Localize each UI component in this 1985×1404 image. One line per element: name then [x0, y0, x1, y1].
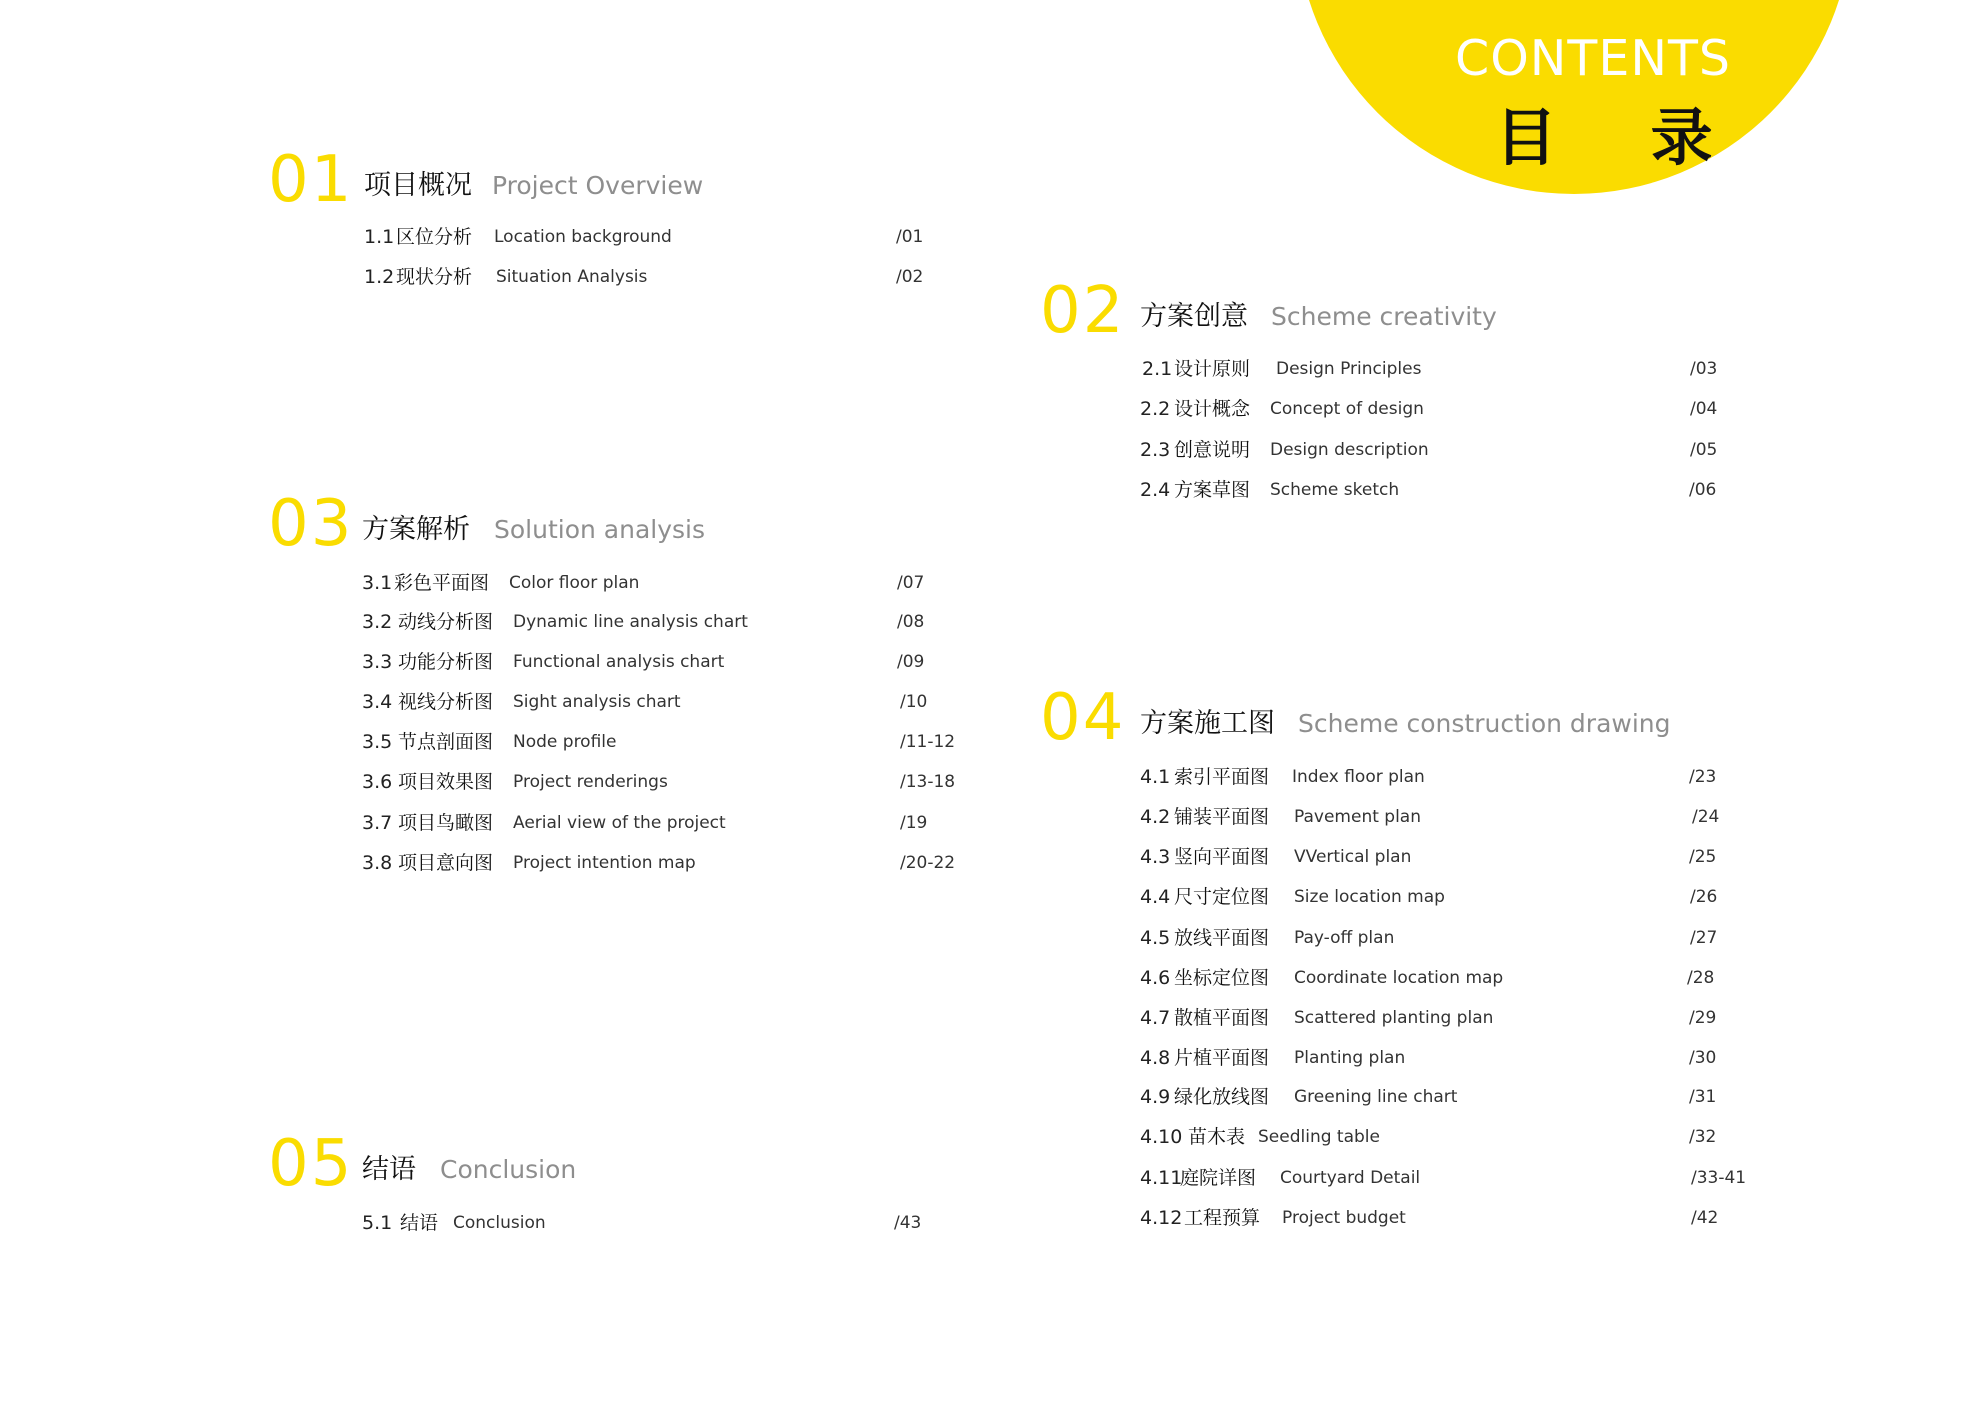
- item-title-en: Size location map: [1294, 887, 1445, 907]
- item-number: 3.8: [362, 852, 393, 874]
- item-number: 2.2: [1140, 398, 1171, 420]
- item-title-en: Color floor plan: [509, 573, 640, 593]
- item-title-en: Situation Analysis: [496, 267, 648, 287]
- item-page: /11-12: [900, 732, 956, 752]
- item-page: /01: [896, 227, 924, 247]
- toc-item[interactable]: [1140, 438, 1760, 462]
- toc-item[interactable]: [362, 650, 982, 674]
- section-03: [268, 487, 988, 892]
- item-page: /25: [1689, 847, 1717, 867]
- item-number: 4.7: [1140, 1007, 1171, 1029]
- toc-item[interactable]: [362, 851, 982, 875]
- item-title-cn: 苗木表: [1188, 1126, 1246, 1148]
- item-page: /32: [1689, 1127, 1717, 1147]
- section-number: 04: [1040, 681, 1126, 755]
- toc-item[interactable]: [1140, 478, 1760, 502]
- item-number: 1.1: [364, 226, 395, 248]
- item-page: /23: [1689, 767, 1717, 787]
- item-number: 5.1: [362, 1212, 393, 1234]
- item-title-cn: 视线分析图: [398, 691, 494, 713]
- item-title-cn: 放线平面图: [1174, 927, 1270, 949]
- toc-item[interactable]: [1140, 845, 1780, 869]
- contents-heading-cn: 目 录: [1495, 101, 1749, 174]
- section-02: [1040, 274, 1780, 519]
- item-number: 4.1: [1140, 766, 1171, 788]
- item-title-en: Project intention map: [513, 853, 696, 873]
- section-number: 02: [1040, 274, 1126, 348]
- item-number: 2.4: [1140, 479, 1171, 501]
- toc-item[interactable]: [362, 690, 982, 714]
- item-title-en: Node profile: [513, 732, 617, 752]
- item-title-cn: 区位分析: [396, 226, 473, 248]
- item-title-cn: 索引平面图: [1174, 766, 1270, 788]
- item-page: /04: [1690, 399, 1718, 419]
- item-title-en: Pay-off plan: [1294, 928, 1395, 948]
- item-page: /43: [894, 1213, 922, 1233]
- item-title-cn: 项目效果图: [398, 771, 494, 793]
- section-number: 05: [268, 1127, 354, 1201]
- toc-item[interactable]: [1140, 805, 1780, 829]
- toc-item[interactable]: [364, 225, 964, 249]
- item-title-cn: 片植平面图: [1174, 1047, 1270, 1069]
- item-title-cn: 竖向平面图: [1174, 846, 1270, 868]
- item-title-en: VVertical plan: [1294, 847, 1412, 867]
- item-title-en: Dynamic line analysis chart: [513, 612, 748, 632]
- section-05: [268, 1127, 968, 1252]
- item-page: /24: [1692, 807, 1720, 827]
- item-title-cn: 结语: [400, 1212, 439, 1234]
- toc-item[interactable]: [1140, 926, 1780, 950]
- item-number: 1.2: [364, 266, 395, 288]
- toc-item[interactable]: [1140, 1006, 1780, 1030]
- item-number: 4.8: [1140, 1047, 1171, 1069]
- item-page: /10: [900, 692, 928, 712]
- item-page: /13-18: [900, 772, 956, 792]
- item-title-en: Coordinate location map: [1294, 968, 1504, 988]
- item-page: /33-41: [1691, 1168, 1747, 1188]
- item-title-cn: 项目意向图: [398, 852, 494, 874]
- item-title-en: Conclusion: [453, 1213, 546, 1233]
- section-title-en: Conclusion: [440, 1155, 577, 1184]
- item-title-cn: 庭院详图: [1180, 1167, 1257, 1189]
- section-01: [268, 143, 968, 308]
- toc-item[interactable]: [364, 265, 964, 289]
- toc-item[interactable]: [1140, 966, 1780, 990]
- toc-item[interactable]: [362, 811, 982, 835]
- section-title-cn: 结语: [362, 1154, 416, 1185]
- item-number: 4.4: [1140, 886, 1171, 908]
- item-number: 2.1: [1142, 358, 1173, 380]
- item-title-en: Concept of design: [1270, 399, 1424, 419]
- item-page: /19: [900, 813, 928, 833]
- item-title-en: Planting plan: [1294, 1048, 1406, 1068]
- section-number: 03: [268, 487, 354, 561]
- section-title-cn: 方案创意: [1140, 301, 1248, 332]
- item-page: /03: [1690, 359, 1718, 379]
- item-title-en: Functional analysis chart: [513, 652, 725, 672]
- item-number: 4.12: [1140, 1207, 1183, 1229]
- item-title-en: Aerial view of the project: [513, 813, 726, 833]
- toc-item[interactable]: [1140, 397, 1760, 421]
- section-title-en: Scheme construction drawing: [1298, 709, 1671, 738]
- toc-item[interactable]: [1140, 1125, 1780, 1149]
- item-page: /42: [1691, 1208, 1719, 1228]
- section-04: [1040, 681, 1800, 1246]
- item-page: /09: [897, 652, 925, 672]
- item-title-en: Location background: [494, 227, 672, 247]
- item-title-cn: 工程预算: [1184, 1207, 1261, 1229]
- item-number: 4.9: [1140, 1086, 1171, 1108]
- toc-item[interactable]: [1142, 357, 1762, 381]
- item-title-cn: 现状分析: [396, 266, 473, 288]
- toc-item[interactable]: [362, 770, 982, 794]
- item-page: /07: [897, 573, 925, 593]
- item-title-en: Design description: [1270, 440, 1429, 460]
- item-title-en: Seedling table: [1258, 1127, 1380, 1147]
- item-title-en: Design Principles: [1276, 359, 1422, 379]
- item-title-en: Index floor plan: [1292, 767, 1425, 787]
- item-title-en: Courtyard Detail: [1280, 1168, 1421, 1188]
- item-page: /02: [896, 267, 924, 287]
- item-title-en: Project renderings: [513, 772, 668, 792]
- item-number: 4.10: [1140, 1126, 1183, 1148]
- item-number: 4.3: [1140, 846, 1171, 868]
- item-number: 3.4: [362, 691, 393, 713]
- toc-item[interactable]: [1140, 765, 1780, 789]
- item-page: /08: [897, 612, 925, 632]
- section-title-cn: 方案解析: [362, 514, 470, 545]
- item-title-cn: 坐标定位图: [1174, 967, 1270, 989]
- section-number: 01: [268, 143, 354, 217]
- item-title-cn: 节点剖面图: [398, 731, 494, 753]
- item-title-cn: 设计原则: [1174, 358, 1251, 380]
- item-number: 3.3: [362, 651, 393, 673]
- toc-item[interactable]: [362, 571, 982, 595]
- item-page: /29: [1689, 1008, 1717, 1028]
- item-title-en: Sight analysis chart: [513, 692, 681, 712]
- contents-heading-en: CONTENTS: [1455, 30, 1732, 87]
- item-title-cn: 项目鸟瞰图: [398, 812, 494, 834]
- item-number: 3.5: [362, 731, 393, 753]
- item-title-cn: 彩色平面图: [394, 572, 490, 594]
- item-number: 4.5: [1140, 927, 1171, 949]
- item-page: /06: [1689, 480, 1717, 500]
- item-number: 3.2: [362, 611, 393, 633]
- toc-item[interactable]: [362, 730, 982, 754]
- item-page: /28: [1687, 968, 1715, 988]
- section-title-en: Project Overview: [492, 171, 704, 200]
- item-number: 4.2: [1140, 806, 1171, 828]
- item-number: 4.11: [1140, 1167, 1183, 1189]
- item-title-cn: 铺装平面图: [1174, 806, 1270, 828]
- item-title-cn: 功能分析图: [398, 651, 494, 673]
- item-page: /30: [1689, 1048, 1717, 1068]
- section-title-en: Scheme creativity: [1271, 302, 1497, 331]
- item-page: /20-22: [900, 853, 956, 873]
- toc-item[interactable]: [1140, 1206, 1780, 1230]
- item-title-cn: 动线分析图: [398, 611, 494, 633]
- item-title-en: Scheme sketch: [1270, 480, 1400, 500]
- item-page: /27: [1690, 928, 1718, 948]
- section-title-cn: 方案施工图: [1140, 708, 1275, 739]
- item-number: 3.6: [362, 771, 393, 793]
- toc-item[interactable]: [1140, 1046, 1780, 1070]
- item-title-cn: 方案草图: [1174, 479, 1251, 501]
- item-page: /31: [1689, 1087, 1717, 1107]
- item-number: 2.3: [1140, 439, 1171, 461]
- item-title-en: Scattered planting plan: [1294, 1008, 1494, 1028]
- toc-item[interactable]: [1140, 1085, 1780, 1109]
- toc-item[interactable]: [362, 1211, 982, 1235]
- item-title-en: Pavement plan: [1294, 807, 1421, 827]
- item-title-en: Project budget: [1282, 1208, 1406, 1228]
- item-title-en: Greening line chart: [1294, 1087, 1458, 1107]
- item-number: 3.1: [362, 572, 393, 594]
- item-title-cn: 散植平面图: [1174, 1007, 1270, 1029]
- item-title-cn: 绿化放线图: [1174, 1086, 1270, 1108]
- item-page: /05: [1690, 440, 1718, 460]
- item-number: 4.6: [1140, 967, 1171, 989]
- section-title-en: Solution analysis: [494, 515, 706, 544]
- item-number: 3.7: [362, 812, 393, 834]
- toc-item[interactable]: [1140, 885, 1780, 909]
- item-title-cn: 尺寸定位图: [1174, 886, 1270, 908]
- toc-item[interactable]: [1140, 1166, 1780, 1190]
- item-title-cn: 创意说明: [1174, 439, 1251, 461]
- item-page: /26: [1690, 887, 1718, 907]
- section-title-cn: 项目概况: [364, 170, 472, 201]
- toc-item[interactable]: [362, 610, 982, 634]
- item-title-cn: 设计概念: [1174, 398, 1251, 420]
